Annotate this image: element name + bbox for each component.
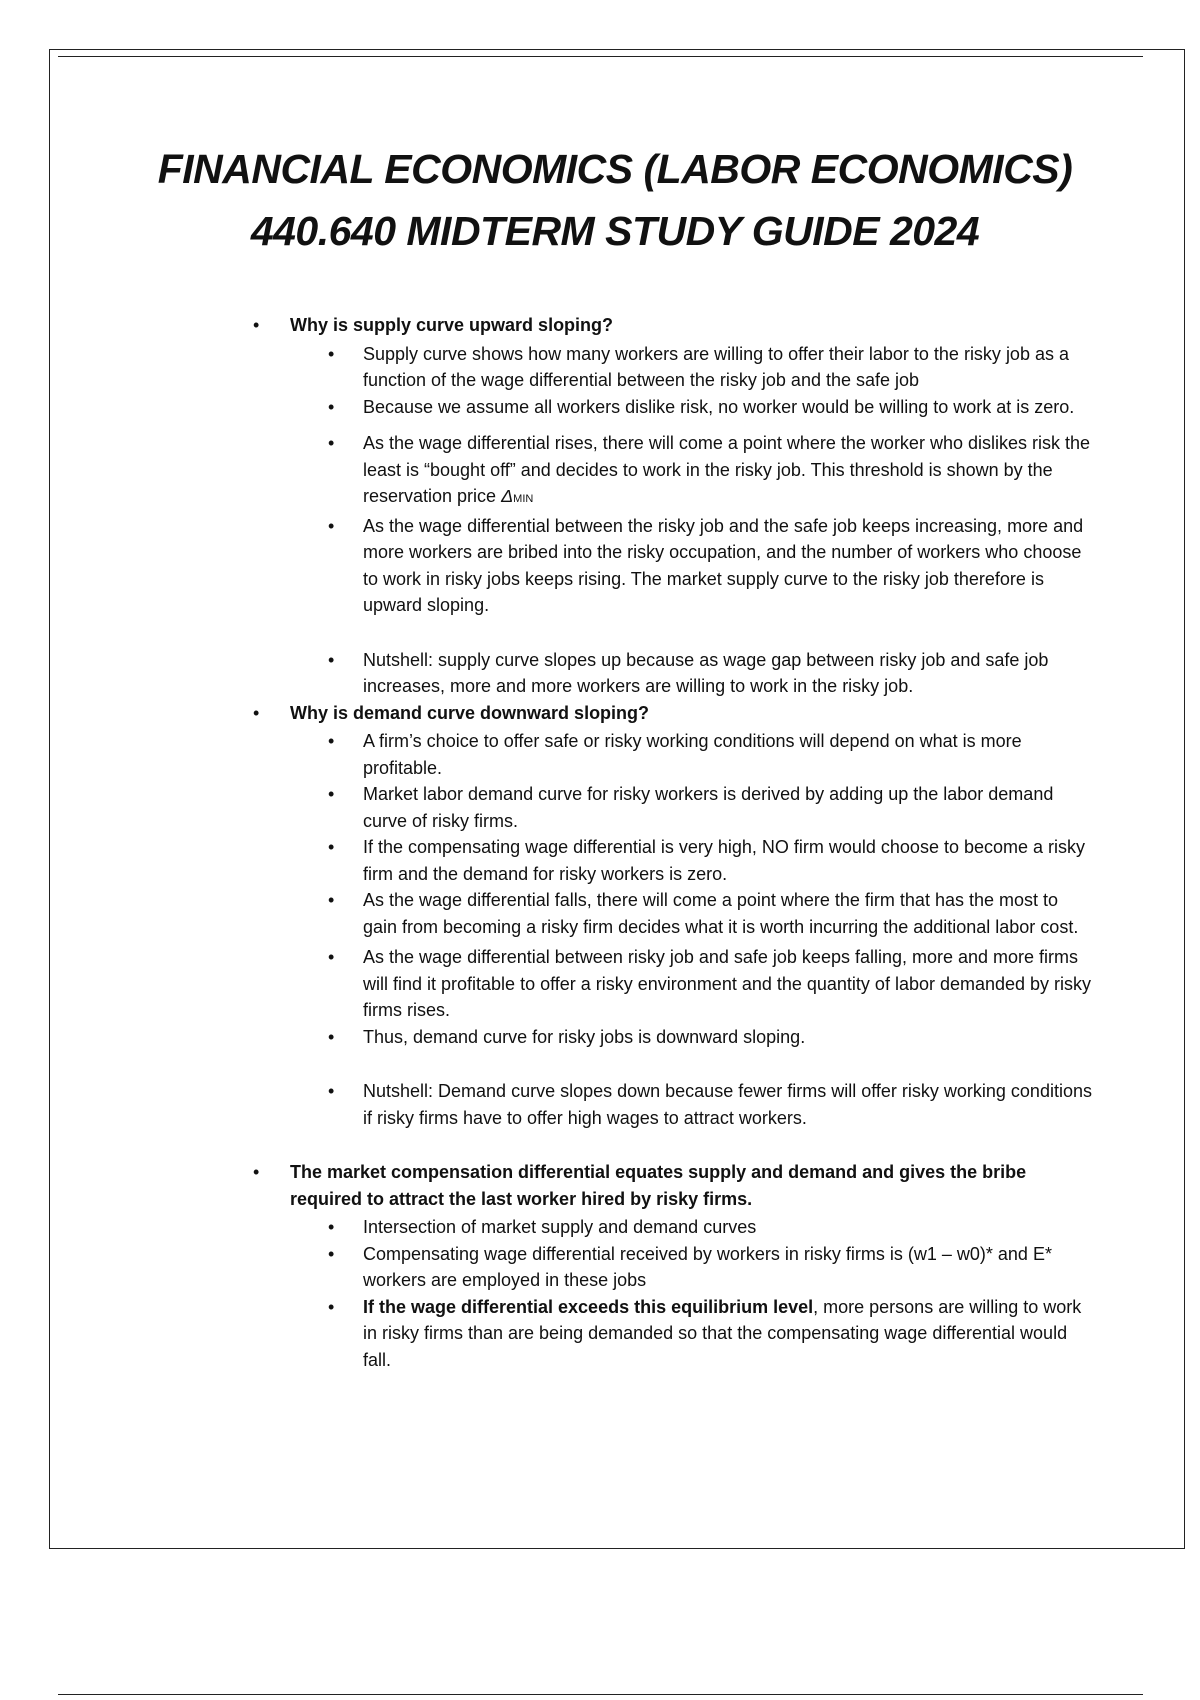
section-equilibrium [245,1159,1095,1373]
bullet-icon: • [328,343,335,364]
list-item: • Compensating wage differential received by workers in risky firms is (w1 – w0)* and E* workers are employed in these jobs [245,1241,1095,1294]
list-item: • As the wage differential rises, there will come a point where the worker who dislikes risk the least is “bought off” and decides to work in the risky job. This threshold is shown by the reservation price ΔMIN [245,430,1095,513]
bullet-icon: • [253,702,260,723]
list-item: • Thus, demand curve for risky jobs is downward sloping. [245,1024,1095,1051]
list-item: • As the wage differential falls, there will come a point where the firm that has the most to gain from becoming a risky firm decides what it is worth incurring the additional labor cost. [245,887,1095,940]
bullet-icon: • [328,515,335,536]
list-item: • Intersection of market supply and demand curves [245,1214,1095,1241]
list-item: • Supply curve shows how many workers are willing to offer their labor to the risky job as a function of the wage differential between the risky job and the safe job [245,341,1095,394]
bullet-icon: • [253,315,260,335]
bullet-icon: • [328,837,335,857]
bullet-icon: • [328,1026,335,1047]
bullet-icon: • [253,1162,260,1182]
bullet-icon: • [328,433,335,453]
list-item: • As the wage differential between the risky job and the safe job keeps increasing, more and more workers are bribed into the risky occupation, and the number of workers who choose to work in risky jobs keeps rising. The market supply curve to the risky job therefore is upward sloping. [245,513,1095,619]
delta-symbol: Δ [501,486,514,506]
bullet-icon: • [328,1081,335,1101]
bullet-icon: • [328,947,335,967]
title-line-2: 440.640 MIDTERM STUDY GUIDE 2024 [250,208,980,254]
bullet-icon: • [328,649,335,670]
bullet-icon: • [328,890,335,910]
list-item: • Because we assume all workers dislike risk, no worker would be willing to work at is zero. [245,394,1095,421]
section-demand [245,700,1095,1132]
delta-subscript: MIN [513,493,534,505]
bullet-icon: • [328,1243,335,1264]
bottom-rule [58,1694,1143,1695]
bullet-icon: • [328,731,335,751]
equilibrium-list [290,1214,1095,1373]
list-item: • If the wage differential exceeds this equilibrium level, more persons are willing to work in risky firms than are being demanded so that the compensating wage differential would fall. [245,1294,1095,1374]
section-heading: Why is supply curve upward sloping? [290,315,614,335]
title-line-1: FINANCIAL ECONOMICS (LABOR ECONOMICS) [157,146,1073,192]
document-title [60,138,1170,262]
demand-list [290,728,1095,1131]
bullet-icon: • [328,1296,335,1317]
bullet-icon: • [328,396,335,417]
bold-lead: If the wage differential exceeds this equilibrium level [363,1296,814,1317]
section-heading: Why is demand curve downward sloping? [290,702,650,723]
list-item: • Nutshell: supply curve slopes up because as wage gap between risky job and safe job increases, more and more workers are willing to work in the risky job. [245,647,1095,700]
list-item: • As the wage differential between risky job and safe job keeps falling, more and more firms will find it profitable to offer a risky environment and the quantity of labor demanded by risky firms rises. [245,944,1095,1024]
study-guide-content [245,312,1095,1373]
list-item: • Market labor demand curve for risky workers is derived by adding up the labor demand curve of risky firms. [245,781,1095,834]
bullet-icon: • [328,1217,335,1237]
bullet-icon: • [328,784,335,804]
list-item: • Nutshell: Demand curve slopes down because fewer firms will offer risky working conditions if risky firms have to offer high wages to attract workers. [245,1078,1095,1131]
supply-list [290,341,1095,700]
list-item: • If the compensating wage differential is very high, NO firm would choose to become a risky firm and the demand for risky workers is zero. [245,834,1095,887]
list-item: • A firm’s choice to offer safe or risky working conditions will depend on what is more profitable. [245,728,1095,781]
section-heading: The market compensation differential equates supply and demand and gives the bribe required to attract the last worker hired by risky firms. [290,1162,1027,1209]
section-supply [245,312,1095,700]
